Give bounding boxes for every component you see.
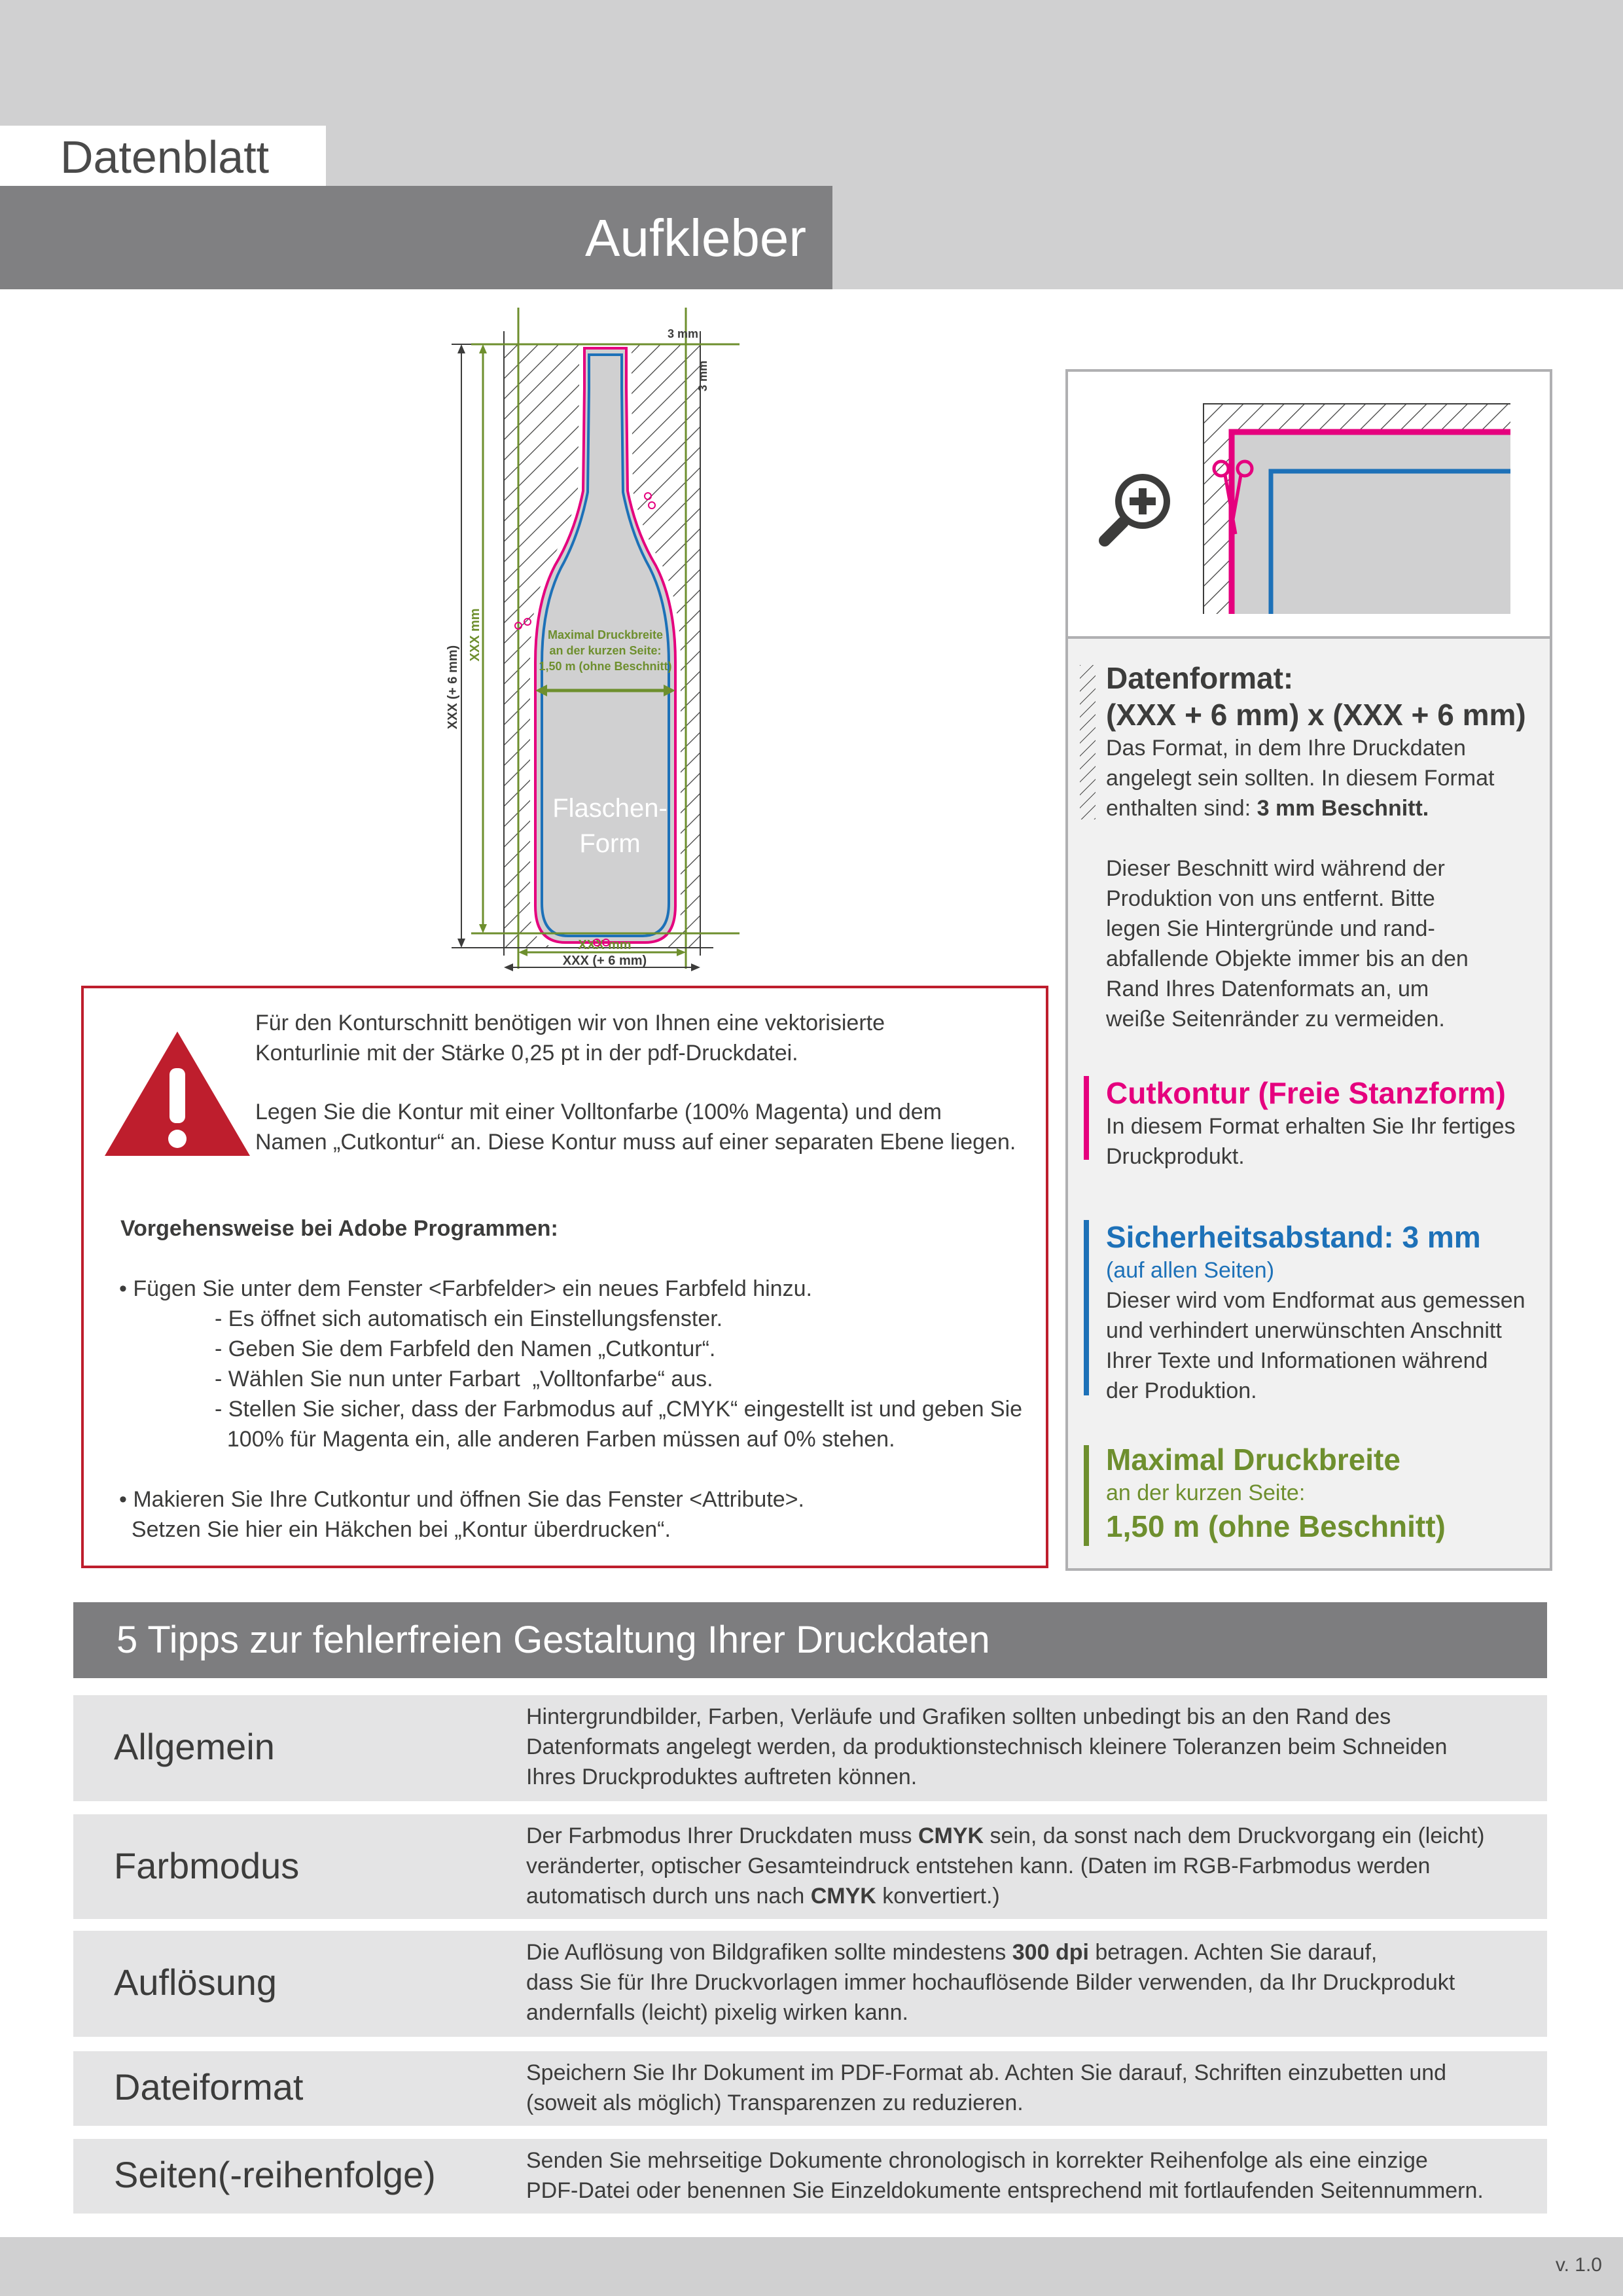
tip-farbmodus-cmyk-1: CMYK (918, 1823, 984, 1848)
tip-dateiformat-label: Dateiformat (114, 2066, 304, 2108)
datenformat-title-1: Datenformat: (1106, 661, 1294, 695)
datenformat-section (1106, 660, 1526, 1034)
cutkontur-bar (1084, 1076, 1089, 1160)
tip-aufloesung-label: Auflösung (114, 1962, 277, 2003)
tip-farbmodus-text-c: sein, da sonst nach dem Druckvorgang ein (leicht) veränderter, optischer Gesamteindruck entstehen kann. (Daten im RGB-Farbmodus werden automatisch durch uns nach (526, 1823, 1485, 1909)
procedure-substep-1: - Es öffnet sich automatisch ein Einstellungsfenster. (215, 1306, 723, 1331)
tip-seiten-text: Senden Sie mehrseitige Dokumente chronologisch in korrekter Reihenfolge als eine einzige PDF-Datei oder benennen Sie Einzeldokumente entsprechend mit fortlaufenden Seitennummern. (526, 2148, 1484, 2203)
outer-width-label: XXX (+ 6 mm) (562, 954, 647, 968)
procedure-step-2: • Makieren Sie Ihre Cutkontur und öffnen Sie das Fenster <Attribute>. Setzen Sie hier ein Häkchen bei „Kontur überdrucken“. (119, 1487, 804, 1542)
procedure-substep-4: - Stellen Sie sicher, dass der Farbmodus auf „CMYK“ eingestellt ist und geben Sie (215, 1397, 1023, 1422)
tip-farbmodus-cmyk-2: CMYK (810, 1884, 876, 1909)
sicherheit-bar (1084, 1220, 1089, 1395)
bleed-side-label: 3 mm (696, 360, 709, 391)
inner-width-label: XXX mm (578, 938, 632, 952)
shape-label-1: Flaschen- (552, 794, 668, 823)
procedure-substep-3: - Wählen Sie nun unter Farbart „Volltonfarbe“ aus. (215, 1367, 713, 1391)
sicherheit-text: Dieser wird vom Endformat aus gemessen und verhindert unerwünschten Anschnitt Ihrer Texte und Informationen während der Produktion. (1106, 1288, 1525, 1403)
tip-aufloesung-dpi: 300 dpi (1012, 1940, 1089, 1965)
sicherheit-subtitle: (auf allen Seiten) (1106, 1258, 1275, 1283)
tip-dateiformat-text: Speichern Sie Ihr Dokument im PDF-Format ab. Achten Sie darauf, Schriften einzubetten und (soweit als möglich) Transparenzen zu reduzieren. (526, 2060, 1447, 2115)
inner-height-label: XXX mm (468, 608, 482, 662)
warning-triangle-icon (102, 1028, 253, 1158)
tip-aufloesung (73, 1931, 1547, 2037)
tips-heading-bar (73, 1602, 1547, 1678)
cutkontur-section (1106, 1075, 1516, 1172)
tip-dateiformat (73, 2051, 1547, 2126)
zoom-corner-detail (1203, 403, 1510, 614)
contour-paragraph-1: Für den Konturschnitt benötigen wir von Ihnen eine vektorisierte Konturlinie mit der Stärke 0,25 pt in der pdf-Druckdatei. (255, 1011, 885, 1066)
tip-allgemein-label: Allgemein (114, 1726, 275, 1767)
druckbreite-title: Maximal Druckbreite (1106, 1443, 1400, 1477)
tip-aufloesung-text-a: Die Auflösung von Bildgrafiken sollte mindestens (526, 1940, 1012, 1965)
druckbreite-value: 1,50 m (ohne Beschnitt) (1106, 1509, 1446, 1543)
sicherheit-section (1106, 1219, 1525, 1406)
tip-allgemein (73, 1695, 1547, 1801)
footer-band (0, 2237, 1623, 2296)
datenformat-text-tail: enthalten sind: (1106, 796, 1257, 821)
contour-instructions-box (81, 986, 1048, 1568)
print-width-line-3: 1,50 m (ohne Beschnitt) (539, 660, 672, 673)
outer-height-label: XXX (+ 6 mm) (446, 645, 460, 730)
druckbreite-subtitle: an der kurzen Seite: (1106, 1480, 1306, 1505)
tip-farbmodus-text-e: konvertiert.) (876, 1884, 1000, 1909)
tip-farbmodus-text-a: Der Farbmodus Ihrer Druckdaten muss (526, 1823, 918, 1848)
procedure-substep-2: - Geben Sie dem Farbfeld den Namen „Cutkontur“. (215, 1336, 716, 1361)
tip-seiten (73, 2139, 1547, 2214)
product-title: Aufkleber (585, 209, 806, 267)
procedure-step-1: • Fügen Sie unter dem Fenster <Farbfelder> ein neues Farbfeld hinzu. (119, 1276, 812, 1301)
procedure-substep-5: 100% für Magenta ein, alle anderen Farben müssen auf 0% stehen. (215, 1427, 895, 1452)
zoom-in-icon (1097, 469, 1175, 547)
tip-allgemein-text: Hintergrundbilder, Farben, Verläufe und Grafiken sollten unbedingt bis an den Rand des Datenformats angelegt werden, da produktionstechnisch kleinere Toleranzen beim Schneiden Ihres Druckproduktes auftreten können. (526, 1704, 1448, 1789)
tip-seiten-label: Seiten(-reihenfolge) (114, 2154, 436, 2195)
tips-heading: 5 Tipps zur fehlerfreien Gestaltung Ihrer Druckdaten (116, 1619, 990, 1661)
tip-farbmodus (73, 1814, 1547, 1919)
bottle-diagram (445, 295, 759, 975)
tip-farbmodus-label: Farbmodus (114, 1845, 300, 1886)
version-label: v. 1.0 (1555, 2254, 1602, 2276)
format-info-box (1065, 369, 1552, 1571)
bleed-top-label: 3 mm (668, 327, 699, 340)
datenformat-text-2-para: Dieser Beschnitt wird während der Produktion von uns entfernt. Bitte legen Sie Hintergründe und rand- abfallende Objekte immer bis an den Rand Ihres Datenformats an, um weiße Seitenränder zu vermeiden. (1106, 856, 1469, 1031)
zoom-detail-panel (1068, 372, 1550, 639)
tip-aufloesung-text-c: betragen. Achten Sie darauf, dass Sie für Ihre Druckvorlagen immer hochauflösende Bilder verwenden, da Ihr Druckprodukt andernfalls (leicht) pixelig wirken kann. (526, 1940, 1455, 2025)
contour-paragraph-2: Legen Sie die Kontur mit einer Volltonfarbe (100% Magenta) und dem Namen „Cutkontur“ an. Diese Kontur muss auf einer separaten Ebene liegen. (255, 1100, 1016, 1155)
page-title: Datenblatt (60, 132, 270, 183)
print-width-line-2: an der kurzen Seite: (549, 644, 662, 657)
datenformat-text-2: angelegt sein sollten. In diesem Format (1106, 766, 1495, 791)
datasheet-title-box (0, 126, 326, 186)
shape-label-2: Form (579, 829, 641, 858)
product-title-box (0, 186, 832, 289)
datenformat-title-2: (XXX + 6 mm) x (XXX + 6 mm) (1106, 698, 1526, 732)
druckbreite-bar (1084, 1445, 1089, 1546)
cutkontur-title: Cutkontur (Freie Stanzform) (1106, 1076, 1506, 1110)
datenformat-text-1: Das Format, in dem Ihre Druckdaten (1106, 736, 1466, 761)
cutkontur-text: In diesem Format erhalten Sie Ihr fertiges Druckprodukt. (1106, 1114, 1516, 1169)
procedure-heading: Vorgehensweise bei Adobe Programmen: (120, 1216, 558, 1241)
datenformat-text-bold: 3 mm Beschnitt. (1257, 796, 1429, 821)
sicherheit-title: Sicherheitsabstand: 3 mm (1106, 1220, 1481, 1254)
datenformat-hatch-bar (1080, 665, 1096, 819)
druckbreite-section (1106, 1441, 1446, 1545)
print-width-line-1: Maximal Druckbreite (547, 628, 664, 641)
